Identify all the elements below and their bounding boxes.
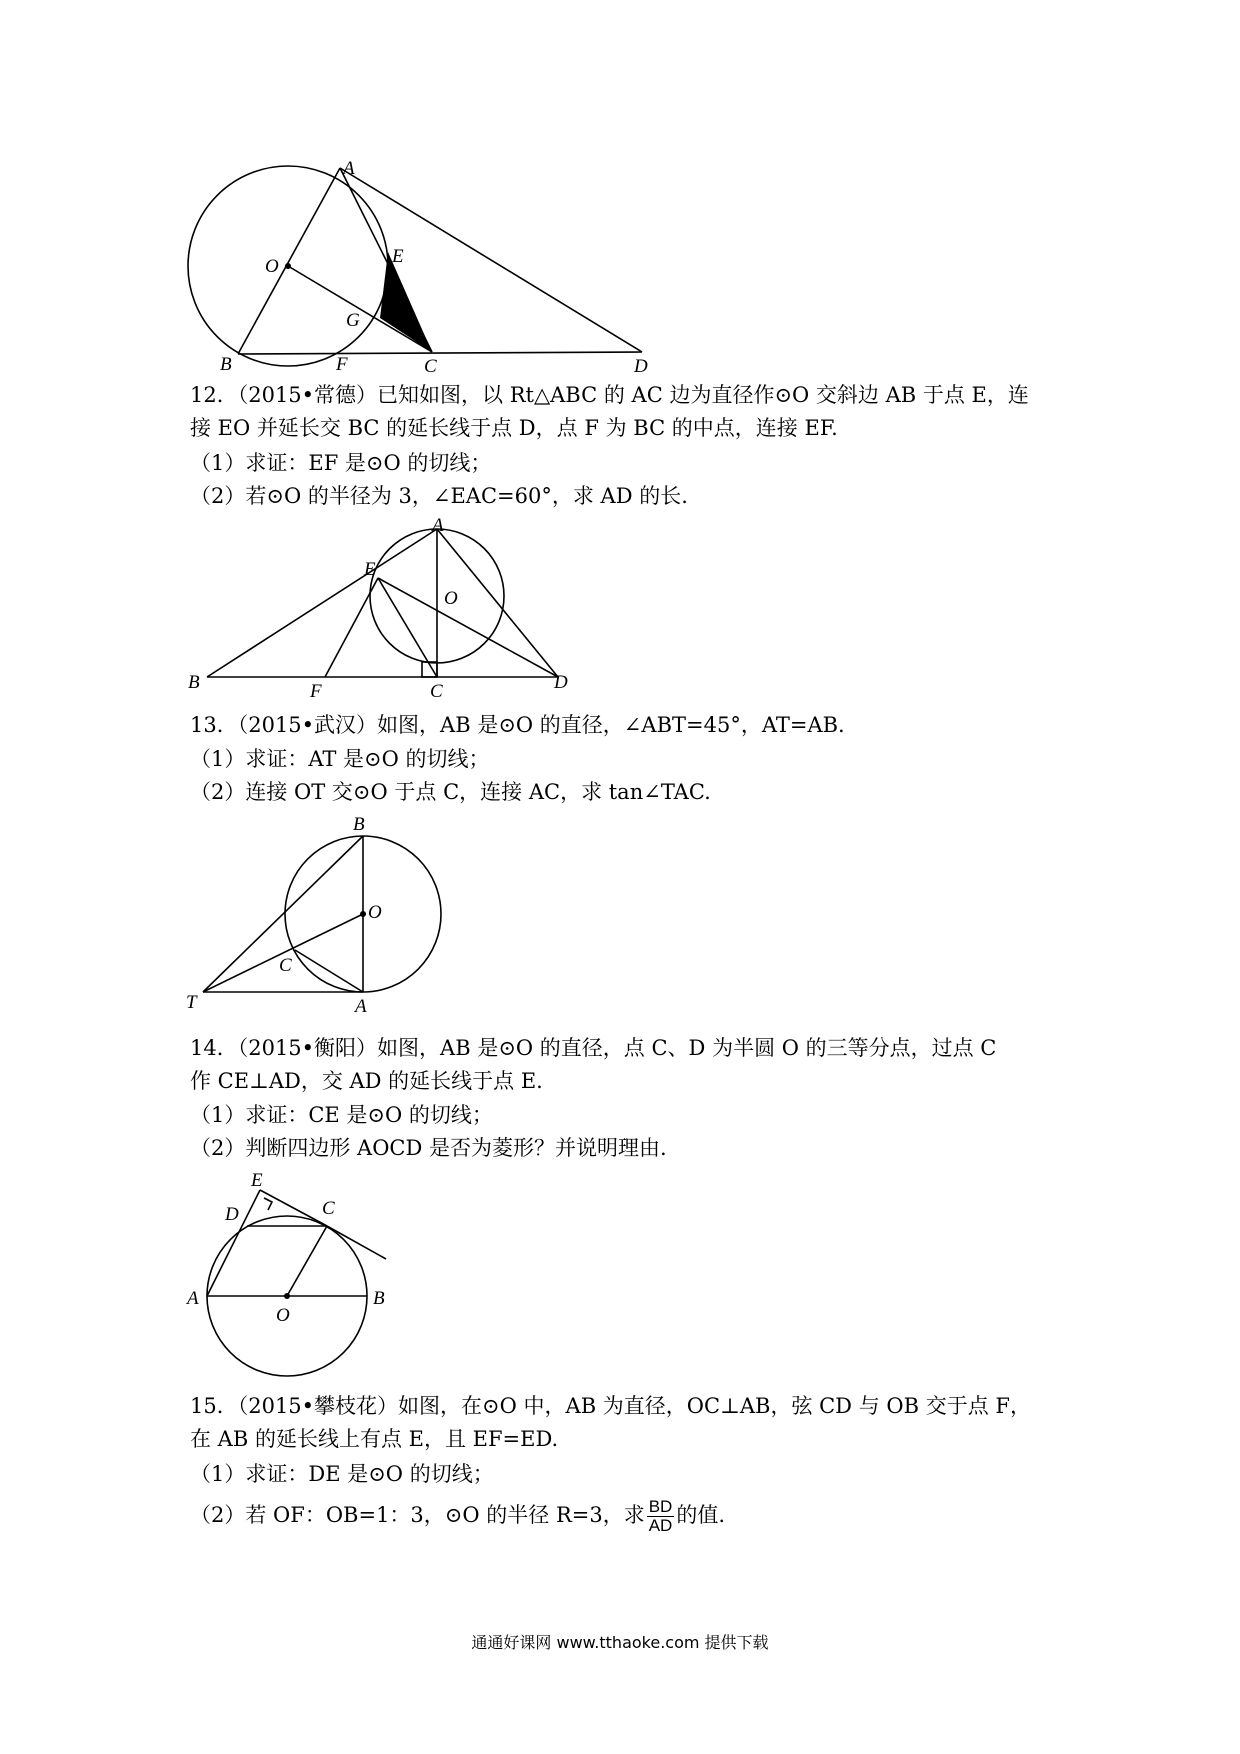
q13-line-1: 13．（2015•武汉）如图，AB 是⊙O 的直径，∠ABT=45°，AT=AB. [190, 713, 845, 737]
line-ed [378, 578, 558, 677]
q12-line-1: 12．（2015•常德）已知如图，以 Rt△ABC 的 AC 边为直径作⊙O 交斜边 AB 于点 E，连 [190, 383, 1029, 407]
line-ef [325, 578, 378, 677]
fraction-numerator: BD [648, 1497, 673, 1516]
label-a: A [187, 1288, 199, 1309]
line-bd [238, 352, 642, 354]
figure-4-diagram [180, 1168, 400, 1383]
label-c: C [430, 681, 443, 700]
line-ca [295, 950, 363, 992]
label-d: D [225, 1204, 239, 1225]
q14-line-2: 作 CE⊥AD，交 AD 的延长线于点 E. [190, 1069, 543, 1093]
q15-part-1: （1）求证：DE 是⊙O 的切线； [190, 1462, 494, 1486]
label-o: O [276, 1305, 290, 1326]
label-b: B [373, 1288, 385, 1309]
label-c: C [279, 955, 292, 976]
fraction-bd-ad [647, 1498, 675, 1535]
q14-line-1: 14．（2015•衡阳）如图，AB 是⊙O 的直径，点 C、D 为半圆 O 的三等分点，过点 C [190, 1036, 997, 1060]
q15-part-2 [190, 1498, 725, 1535]
label-g: G [346, 310, 360, 331]
q13-part-1: （1）求证：AT 是⊙O 的切线； [190, 747, 490, 771]
q15-line-1: 15．（2015•攀枝花）如图，在⊙O 中，AB 为直径，OC⊥AB，弦 CD 与 OB 交于点 F， [190, 1394, 1031, 1418]
q14-part-2: （2）判断四边形 AOCD 是否为菱形？并说明理由. [190, 1136, 667, 1160]
q15-line-2: 在 AB 的延长线上有点 E，且 EF=ED. [190, 1427, 559, 1451]
line-oc [287, 1226, 327, 1296]
line-to [203, 914, 363, 992]
label-f: F [310, 681, 322, 700]
q12-part-2: （2）若⊙O 的半径为 3，∠EAC=60°，求 AD 的长. [190, 484, 688, 508]
label-d: D [634, 356, 648, 377]
label-a: A [355, 996, 367, 1017]
center-point [284, 1293, 290, 1299]
label-t: T [186, 992, 197, 1013]
label-c: C [322, 1198, 335, 1219]
label-c: C [424, 356, 437, 377]
q15-part-2-suffix: 的值. [676, 1503, 726, 1527]
label-e: E [364, 559, 376, 580]
center-point [360, 911, 366, 917]
label-e: E [392, 246, 404, 267]
q12-part-1: （1）求证：EF 是⊙O 的切线； [190, 451, 492, 475]
right-angle-mark [264, 1198, 272, 1210]
q14-part-1: （1）求证：CE 是⊙O 的切线； [190, 1103, 493, 1127]
line-ab [238, 168, 340, 354]
page-footer: 通通好课网 www.tthaoke.com 提供下载 [471, 1633, 769, 1652]
line-tangent-c [327, 1226, 386, 1259]
label-d: D [554, 672, 568, 693]
figure-2-diagram [180, 515, 600, 700]
fraction-denominator: AD [648, 1516, 673, 1535]
label-f: F [336, 354, 348, 375]
label-a: A [343, 158, 355, 179]
q13-part-2: （2）连接 OT 交⊙O 于点 C，连接 AC，求 tan∠TAC. [190, 780, 711, 804]
label-o: O [265, 256, 279, 277]
label-e: E [251, 1170, 263, 1191]
figure-3-diagram [180, 810, 460, 1025]
label-b: B [188, 672, 200, 693]
q15-part-2-prefix: （2）若 OF：OB=1：3，⊙O 的半径 R=3，求 [190, 1503, 645, 1527]
figure-1-diagram [180, 150, 660, 380]
line-ba [207, 529, 437, 677]
line-ec [260, 1190, 327, 1226]
center-point [285, 263, 291, 269]
label-o: O [368, 902, 382, 923]
label-o: O [444, 588, 458, 609]
label-b: B [220, 354, 232, 375]
q12-line-2: 接 EO 并延长交 BC 的延长线于点 D，点 F 为 BC 的中点，连接 EF. [190, 416, 838, 440]
label-a: A [432, 515, 444, 536]
label-b: B [353, 814, 365, 835]
